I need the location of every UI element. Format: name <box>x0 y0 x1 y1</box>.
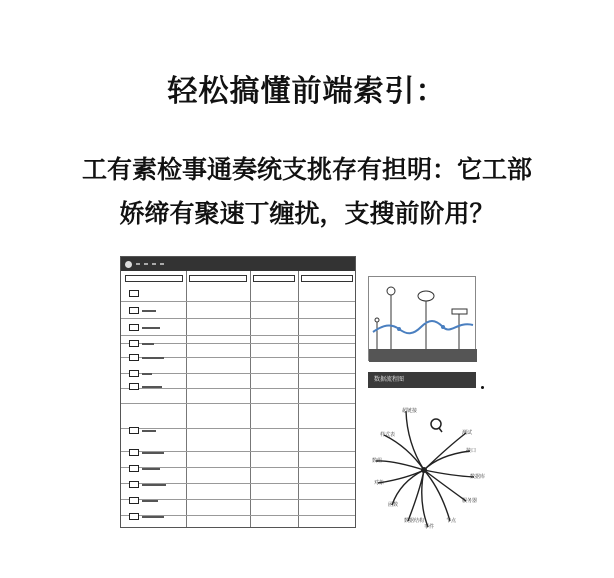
table-row <box>129 340 154 347</box>
mind-map-center <box>421 467 427 473</box>
row-divider <box>121 403 355 404</box>
checkbox-icon <box>129 497 139 504</box>
row-divider <box>121 428 355 429</box>
table-header-row <box>121 272 355 285</box>
marker-tag <box>452 309 467 314</box>
row-divider <box>121 343 355 344</box>
table-row <box>129 513 164 520</box>
mind-map-svg <box>362 402 492 532</box>
mind-map-label: 事件 <box>424 524 435 530</box>
mind-map-branch <box>424 470 466 501</box>
row-text-line <box>142 516 164 518</box>
mind-map-branch <box>424 433 466 470</box>
row-divider <box>121 301 355 302</box>
checkbox-icon <box>129 513 139 520</box>
row-text-line <box>142 468 160 470</box>
row-divider <box>121 373 355 374</box>
column-divider <box>298 271 299 527</box>
mind-map-branch <box>378 470 424 483</box>
checkbox-icon <box>129 481 139 488</box>
marker-bubble <box>418 291 434 301</box>
wave-point <box>397 327 401 331</box>
table-row <box>129 290 139 297</box>
checkbox-icon <box>129 383 139 390</box>
table-row <box>129 354 164 361</box>
table-row <box>129 449 164 456</box>
subtitle-line-1: 工有素检事通奏统支挑存有担明：它工部 <box>81 155 532 184</box>
mind-map-label: 服务器 <box>462 498 478 504</box>
subtitle-line-2: 娇缔有聚速丁缠扰，支搜前阶用？ <box>119 199 495 228</box>
row-text-line <box>142 430 156 432</box>
row-text-line <box>142 452 164 454</box>
header-cell <box>253 275 295 282</box>
titlebar-mark <box>160 263 164 265</box>
magnifier-handle <box>439 428 442 432</box>
checkbox-icon <box>129 427 139 434</box>
table-row <box>129 465 160 472</box>
line-chart-illustration <box>368 276 476 361</box>
titlebar-mark <box>136 263 140 265</box>
table-illustration <box>120 256 356 528</box>
table-row <box>129 383 162 390</box>
checkbox-icon <box>129 290 139 297</box>
header-cell <box>189 275 247 282</box>
table-row <box>129 481 166 488</box>
checkbox-icon <box>129 324 139 331</box>
dot-mark <box>481 386 484 389</box>
marker-bubble <box>387 287 395 295</box>
row-text-line <box>142 484 166 486</box>
table-row <box>129 370 152 377</box>
mind-map-branch <box>424 451 470 470</box>
row-text-line <box>142 386 162 388</box>
chart-caption-bar: 数据流程图 <box>368 372 476 388</box>
titlebar-mark <box>152 263 156 265</box>
mind-map-branch <box>376 461 424 470</box>
mind-map-label: 函数 <box>388 502 399 508</box>
row-divider <box>121 318 355 319</box>
wave-line <box>373 321 473 333</box>
header-cell <box>301 275 353 282</box>
table-row <box>129 324 160 331</box>
checkbox-icon <box>129 465 139 472</box>
mind-map-label: 接口 <box>466 448 477 454</box>
row-text-line <box>142 373 152 375</box>
column-divider <box>186 271 187 527</box>
checkbox-icon <box>129 340 139 347</box>
checkbox-icon <box>129 354 139 361</box>
table-row <box>129 307 156 314</box>
mind-map-label: 数据库 <box>470 474 486 480</box>
wave-point <box>441 325 445 329</box>
mind-map-label: 样式表 <box>380 432 396 438</box>
marker-dot <box>375 318 379 322</box>
checkbox-icon <box>129 307 139 314</box>
chart-svg <box>369 277 477 362</box>
column-divider <box>250 271 251 527</box>
mind-map-branch <box>424 470 450 521</box>
table-row <box>129 427 156 434</box>
row-divider <box>121 335 355 336</box>
row-text-line <box>142 343 154 345</box>
mind-map-label: 超链接 <box>402 408 418 414</box>
row-text-line <box>142 327 160 329</box>
titlebar-mark <box>144 263 148 265</box>
window-dot-icon <box>125 261 132 268</box>
row-text-line <box>142 310 156 312</box>
chart-footer <box>369 349 477 362</box>
checkbox-icon <box>129 370 139 377</box>
mind-map-label: 数据结构 <box>404 518 425 524</box>
row-text-line <box>142 357 164 359</box>
mind-map-label: 对象 <box>374 480 385 486</box>
checkbox-icon <box>129 449 139 456</box>
magnifier-icon <box>431 419 441 429</box>
page-title: 轻松搞懂前端索引： <box>167 74 447 109</box>
mind-map-label: 节点 <box>446 518 457 524</box>
mind-map-branch <box>406 411 424 470</box>
mind-map-illustration <box>362 402 492 532</box>
table-titlebar <box>121 257 355 271</box>
mind-map-label: 测试 <box>462 430 473 436</box>
table-row <box>129 497 158 504</box>
row-text-line <box>142 500 158 502</box>
mind-map-label: 数组 <box>372 458 383 464</box>
header-cell <box>125 275 183 282</box>
